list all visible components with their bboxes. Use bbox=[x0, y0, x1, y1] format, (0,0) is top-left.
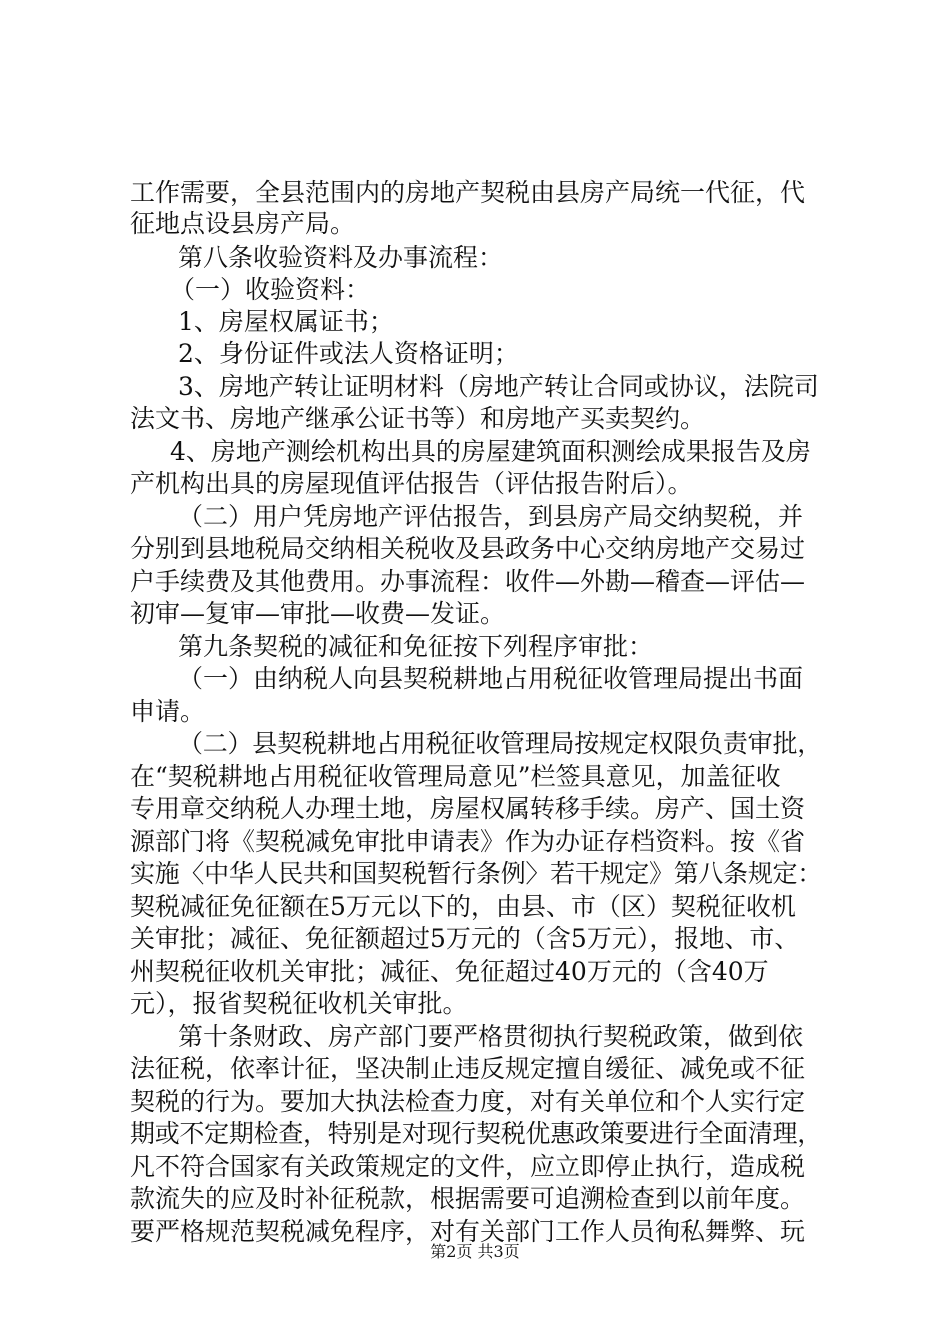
text-line: 第八条收验资料及办事流程： bbox=[178, 243, 504, 272]
text-line: 初审—复审—审批—收费—发证。 bbox=[130, 599, 506, 628]
text-line: 申请。 bbox=[130, 697, 206, 726]
text-line: 款流失的应及时补征税款，根据需要可追溯检查到以前年度。 bbox=[130, 1184, 806, 1213]
text-line: 第十条财政、房产部门要严格贯彻执行契税政策，做到依 bbox=[178, 1022, 804, 1051]
text-line: 3、房地产转让证明材料（房地产转让合同或协议，法院司 bbox=[178, 372, 819, 401]
text-line: 分别到县地税局交纳相关税收及县政务中心交纳房地产交易过 bbox=[130, 534, 806, 563]
text-line: 2、身份证件或法人资格证明； bbox=[178, 339, 519, 368]
text-line: 凡不符合国家有关政策规定的文件，应立即停止执行，造成税 bbox=[130, 1152, 806, 1181]
text-line: 1、房屋权属证书； bbox=[178, 307, 394, 336]
text-line: 征地点设县房产局。 bbox=[130, 209, 356, 238]
text-line: 在“契税耕地占用税征收管理局意见”栏签具意见，加盖征收 bbox=[130, 762, 781, 791]
page-number-footer: 第2页 共3页 bbox=[430, 1242, 520, 1261]
text-line: 源部门将《契税减免审批申请表》作为办证存档资料。按《省 bbox=[130, 827, 806, 856]
text-line: 法文书、房地产继承公证书等）和房地产买卖契约。 bbox=[130, 404, 706, 433]
text-line: 期或不定期检查，特别是对现行契税优惠政策要进行全面清理， bbox=[130, 1119, 822, 1148]
text-line: 户手续费及其他费用。办事流程：收件—外勘—稽查—评估— bbox=[130, 567, 806, 596]
text-line: （二）县契税耕地占用税征收管理局按规定权限负责审批， bbox=[178, 729, 822, 758]
text-line: 要严格规范契税减免程序，对有关部门工作人员徇私舞弊、玩 bbox=[130, 1217, 806, 1246]
text-line: （一）收验资料： bbox=[170, 275, 371, 304]
text-line: （一）由纳税人向县契税耕地占用税征收管理局提出书面 bbox=[178, 664, 804, 693]
text-line: 元），报省契税征收机关审批。 bbox=[130, 989, 468, 1018]
text-line: 专用章交纳税人办理土地，房屋权属转移手续。房产、国土资 bbox=[130, 794, 806, 823]
text-line: 关审批；减征、免征额超过5万元的（含5万元），报地、市、 bbox=[130, 924, 800, 953]
text-line: 实施〈中华人民共和国契税暂行条例〉若干规定》第八条规定： bbox=[130, 859, 822, 888]
text-line: 契税的行为。要加大执法检查力度，对有关单位和个人实行定 bbox=[130, 1087, 806, 1116]
text-line: 4、房地产测绘机构出具的房屋建筑面积测绘成果报告及房 bbox=[170, 437, 811, 466]
text-line: （二）用户凭房地产评估报告，到县房产局交纳契税，并 bbox=[178, 502, 804, 531]
text-line: 州契税征收机关审批；减征、免征超过40万元的（含40万 bbox=[130, 957, 769, 986]
text-line: 产机构出具的房屋现值评估报告（评估报告附后）。 bbox=[130, 469, 693, 498]
text-line: 第九条契税的减征和免征按下列程序审批： bbox=[178, 632, 654, 661]
text-line: 法征税，依率计征，坚决制止违反规定擅自缓征、减免或不征 bbox=[130, 1054, 806, 1083]
text-line: 工作需要，全县范围内的房地产契税由县房产局统一代征，代 bbox=[130, 178, 806, 207]
text-line: 契税减征免征额在5万元以下的，由县、市（区）契税征收机 bbox=[130, 892, 796, 921]
